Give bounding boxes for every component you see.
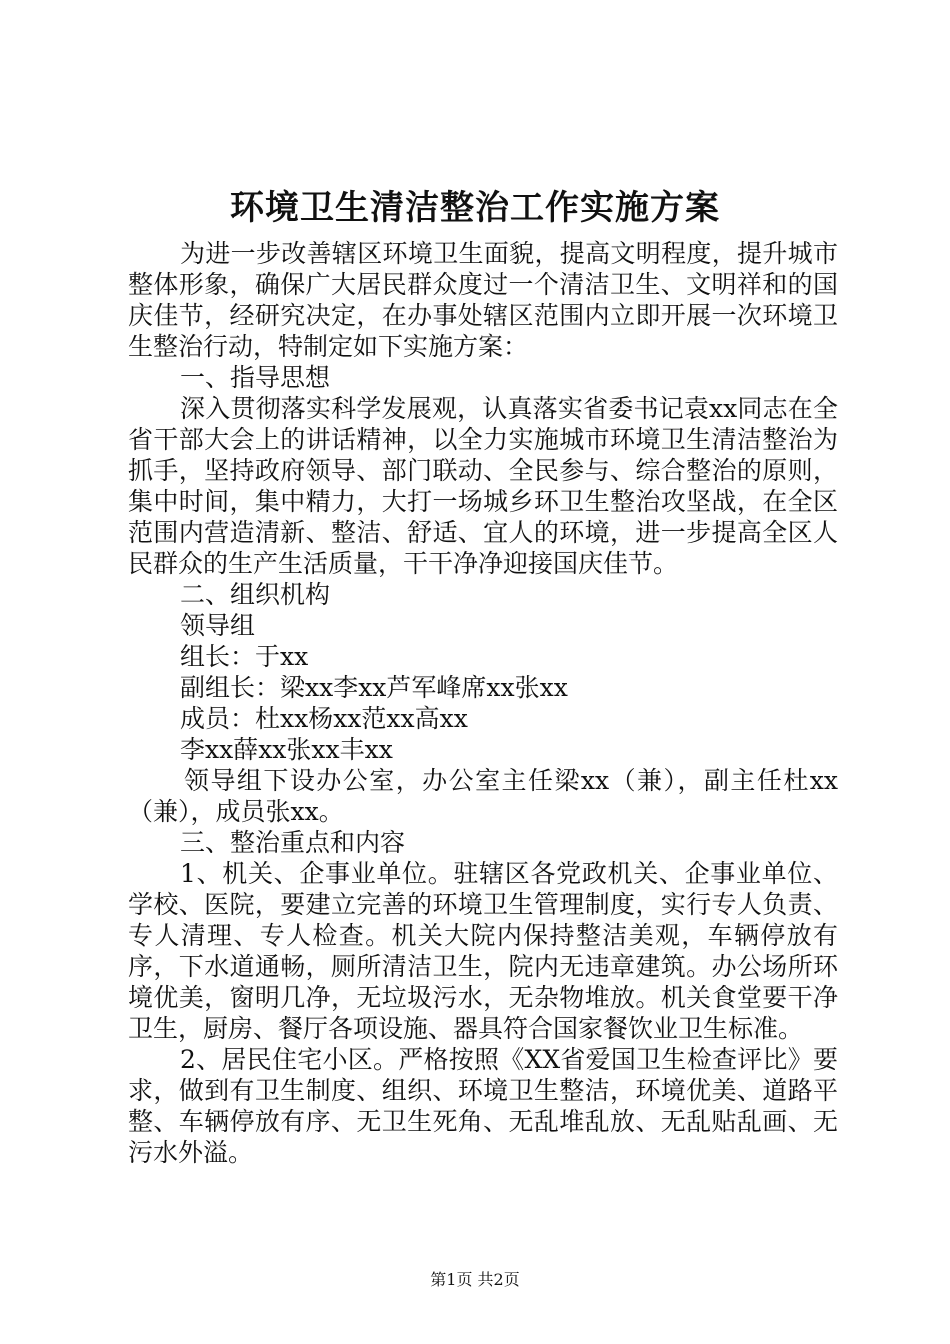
document-body bbox=[128, 238, 838, 1168]
key-point-2-paragraph: 2、居民住宅小区。严格按照《XX省爱国卫生检查评比》要求，做到有卫生制度、组织、环境卫生整洁，环境优美、道路平整、车辆停放有序、无卫生死角、无乱堆乱放、无乱贴乱画、无污水外溢。 bbox=[128, 1045, 838, 1167]
page-footer: 第1页 共2页 bbox=[430, 1270, 520, 1289]
guiding-thought-paragraph: 深入贯彻落实科学发展观，认真落实省委书记袁xx同志在全省干部大会上的讲话精神，以全力实施城市环境卫生清洁整治为抓手，坚持政府领导、部门联动、全民参与、综合整治的原则，集中时间，集中精力，大打一场城乡环卫生整治攻坚战，在全区范围内营造清新、整洁、舒适、宜人的环境，进一步提高全区人民群众的生产生活质量，干干净净迎接国庆佳节。 bbox=[128, 394, 838, 578]
deputy-leaders-line: 副组长：梁xx李xx芦军峰席xx张xx bbox=[180, 673, 568, 702]
section-heading-guiding-thought: 一、指导思想 bbox=[180, 363, 331, 392]
members-line-continued: 李xx薛xx张xx丰xx bbox=[180, 735, 393, 764]
leading-group-label: 领导组 bbox=[180, 611, 256, 640]
members-line: 成员：杜xx杨xx范xx高xx bbox=[180, 704, 468, 733]
intro-paragraph: 为进一步改善辖区环境卫生面貌，提高文明程度，提升城市整体形象，确保广大居民群众度过一个清洁卫生、文明祥和的国庆佳节，经研究决定，在办事处辖区范围内立即开展一次环境卫生整治行动，特制定如下实施方案： bbox=[128, 239, 838, 361]
group-leader-line: 组长：于xx bbox=[180, 642, 309, 671]
office-paragraph: 领导组下设办公室，办公室主任梁xx（兼），副主任杜xx（兼），成员张xx。 bbox=[128, 766, 838, 826]
document-title: 环境卫生清洁整治工作实施方案 bbox=[230, 188, 720, 228]
section-heading-key-points: 三、整治重点和内容 bbox=[180, 828, 406, 857]
key-point-1-paragraph: 1、机关、企事业单位。驻辖区各党政机关、企事业单位、学校、医院，要建立完善的环境卫生管理制度，实行专人负责、专人清理、专人检查。机关大院内保持整洁美观，车辆停放有序，下水道通畅，厕所清洁卫生，院内无违章建筑。办公场所环境优美，窗明几净，无垃圾污水，无杂物堆放。机关食堂要干净卫生，厨房、餐厅各项设施、器具符合国家餐饮业卫生标准。 bbox=[128, 859, 838, 1043]
section-heading-organization: 二、组织机构 bbox=[180, 580, 331, 609]
